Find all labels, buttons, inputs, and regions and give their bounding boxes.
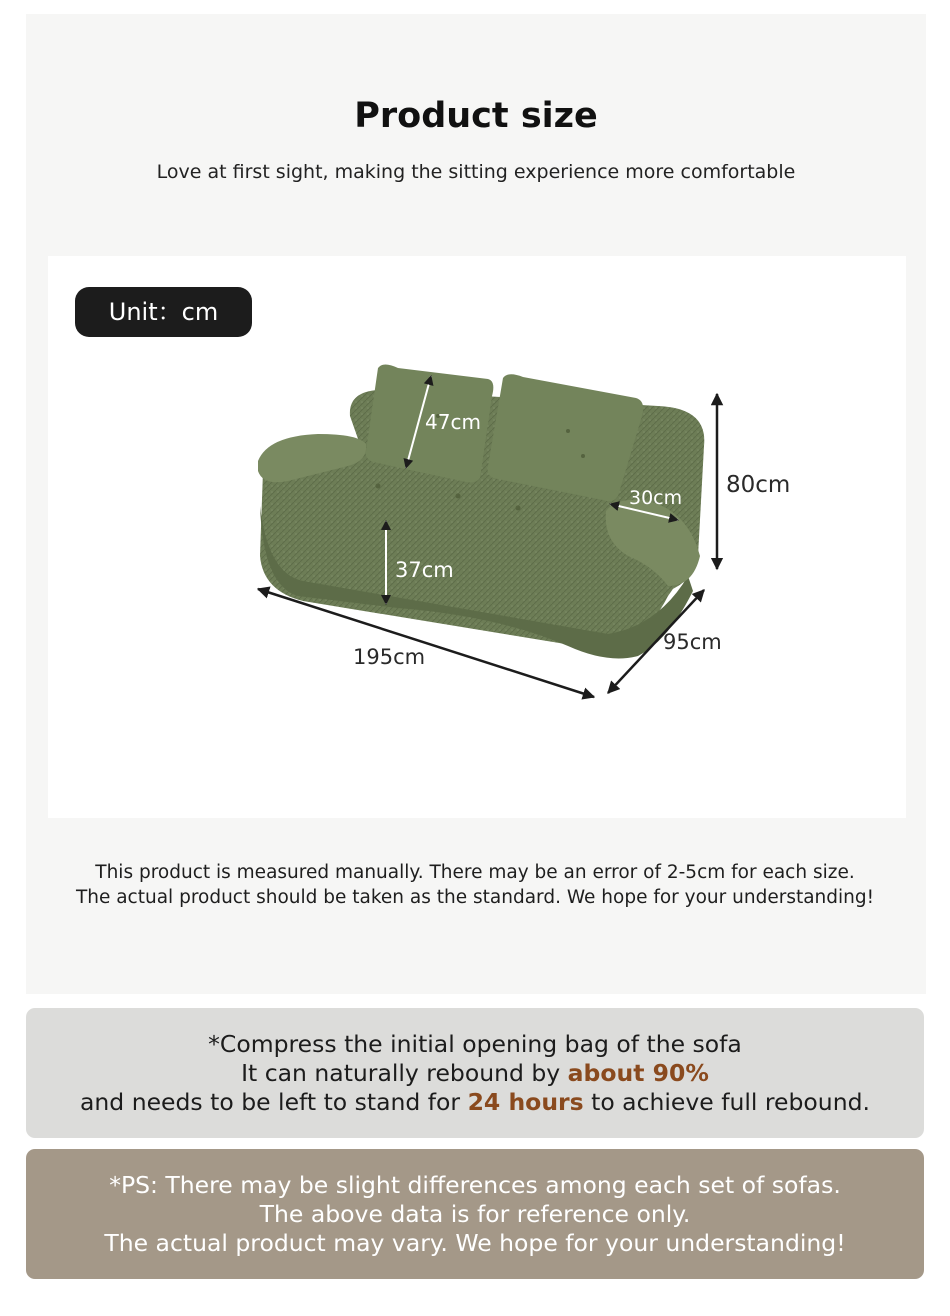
compress-line-3-prefix: and needs to be left to stand for — [80, 1088, 468, 1116]
depth-label: 95cm — [663, 630, 722, 654]
sofa-dimension-diagram — [48, 256, 906, 818]
compress-line-1: *Compress the initial opening bag of the sofa — [208, 1030, 742, 1058]
armrest-width-label: 30cm — [629, 487, 683, 509]
compress-line-3-suffix: to achieve full rebound. — [583, 1088, 870, 1116]
total-height-label: 80cm — [726, 472, 791, 498]
unit-badge: Unit：cm — [75, 287, 252, 337]
compress-line-2 — [26, 1059, 924, 1087]
seat-height-label: 37cm — [395, 558, 454, 582]
page-subtitle: Love at first sight, making the sitting experience more comfortable — [156, 161, 796, 183]
length-label: 195cm — [353, 645, 426, 669]
compress-line-2-text: It can naturally rebound by — [241, 1059, 568, 1087]
ps-line-1: *PS: There may be slight differences among each set of sofas. — [109, 1171, 841, 1199]
page-title: Product size — [354, 96, 598, 136]
disclaimer-line-2: The actual product should be taken as the standard. We hope for your understanding! — [75, 887, 875, 908]
ps-line-2: The above data is for reference only. — [259, 1200, 691, 1228]
ps-note-panel — [26, 1149, 924, 1279]
ps-line-3: The actual product may vary. We hope for your understanding! — [104, 1229, 846, 1257]
compress-line-3 — [26, 1088, 924, 1116]
compress-note-panel — [26, 1008, 924, 1138]
rebound-duration: 24 hours — [467, 1088, 584, 1116]
rebound-percentage: about 90% — [567, 1059, 709, 1087]
cushion-height-label: 47cm — [425, 410, 481, 434]
disclaimer-line-1: This product is measured manually. There may be an error of 2-5cm for each size. — [95, 862, 855, 883]
